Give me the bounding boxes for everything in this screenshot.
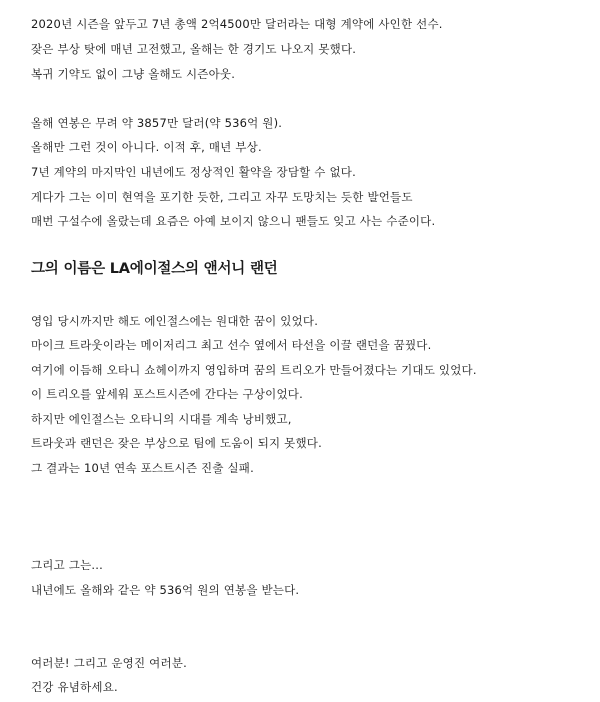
paragraph-line: 마이크 트라웃이라는 메이저리그 최고 선수 옆에서 타선을 이끌 랜던을 꿈꿨다. (31, 338, 432, 352)
paragraph-line: 트라웃과 랜던은 잦은 부상으로 팀에 도움이 되지 못했다. (31, 436, 322, 450)
paragraph-line: 매번 구설수에 올랐는데 요즘은 아예 보이지 않으니 팬들도 잊고 사는 수준이다. (31, 214, 436, 228)
paragraph-line: 게다가 그는 이미 현역을 포기한 듯한, 그리고 자꾸 도망치는 듯한 발언들도 (31, 190, 413, 204)
paragraph-line: 복귀 기약도 없이 그냥 올해도 시즌아웃. (31, 67, 236, 81)
paragraph-line: 잦은 부상 탓에 매년 고전했고, 올해는 한 경기도 나오지 못했다. (31, 42, 357, 56)
paragraph-line: 여러분! 그리고 운영진 여러분. (31, 656, 187, 670)
paragraph-line: 영입 당시까지만 해도 에인절스에는 원대한 꿈이 있었다. (31, 314, 319, 328)
paragraph-line: 2020년 시즌을 앞두고 7년 총액 2억4500만 달러라는 대형 계약에 사인한 선수. (31, 17, 443, 31)
paragraph-line: 7년 계약의 마지막인 내년에도 정상적인 활약을 장담할 수 없다. (31, 165, 356, 179)
paragraph-line: 여기에 이듬해 오타니 쇼헤이까지 영입하며 꿈의 트리오가 만들어졌다는 기대도 있었다. (31, 363, 477, 377)
section-heading: 그의 이름은 LA에이절스의 앤서니 랜던 (31, 261, 278, 277)
paragraph-line: 하지만 에인절스는 오타니의 시대를 계속 낭비했고, (31, 412, 292, 426)
paragraph-line: 이 트리오를 앞세워 포스트시즌에 간다는 구상이었다. (31, 387, 303, 401)
paragraph-line: 그리고 그는... (31, 558, 103, 572)
paragraph-line: 건강 유념하세요. (31, 680, 118, 694)
paragraph-line: 내년에도 올해와 같은 약 536억 원의 연봉을 받는다. (31, 583, 300, 597)
paragraph-line: 올해 연봉은 무려 약 3857만 달러(약 536억 원). (31, 116, 283, 130)
paragraph-line: 올해만 그런 것이 아니다. 이적 후, 매년 부상. (31, 140, 262, 154)
paragraph-line: 그 결과는 10년 연속 포스트시즌 진출 실패. (31, 461, 254, 475)
